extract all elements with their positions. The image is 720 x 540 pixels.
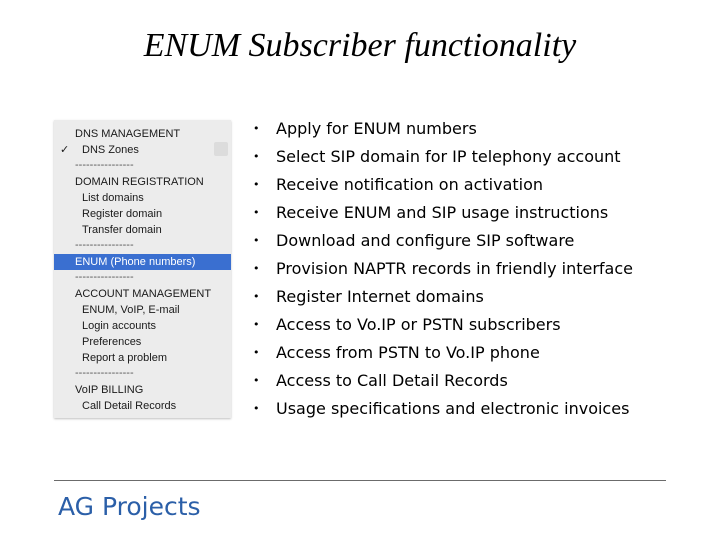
menu-item-enum-voip-email[interactable]: ENUM, VoIP, E-mail: [82, 304, 180, 316]
bullet-icon: •: [253, 206, 260, 219]
feature-text: Access to Call Detail Records: [276, 371, 508, 390]
feature-text: Usage specifications and electronic invoices: [276, 399, 630, 418]
feature-text: Select SIP domain for IP telephony account: [276, 147, 621, 166]
feature-item: [253, 340, 633, 368]
menu-item-dns-zones[interactable]: [54, 142, 231, 158]
feature-text: Receive ENUM and SIP usage instructions: [276, 203, 609, 222]
feature-text: Apply for ENUM numbers: [276, 119, 477, 138]
menu-item-enum-phone-numbers[interactable]: ENUM (Phone numbers): [54, 254, 231, 270]
feature-list: [253, 116, 633, 424]
slide-title: ENUM Subscriber functionality: [143, 27, 577, 64]
menu-item-login-accounts[interactable]: Login accounts: [82, 320, 156, 332]
menu-item-list-domains[interactable]: List domains: [82, 192, 144, 204]
menu-header-dns-management[interactable]: DNS MANAGEMENT: [75, 128, 181, 140]
feature-text: Receive notification on activation: [276, 175, 544, 194]
feature-text: Register Internet domains: [276, 287, 484, 306]
menu-separator: ----------------: [75, 367, 134, 379]
menu-header-domain-registration[interactable]: DOMAIN REGISTRATION: [75, 176, 204, 188]
menu-item-register-domain[interactable]: Register domain: [82, 208, 163, 220]
menu-separator: ----------------: [75, 239, 134, 251]
feature-item: [253, 396, 633, 424]
feature-text: Access to Vo.IP or PSTN subscribers: [276, 315, 561, 334]
bullet-icon: •: [253, 374, 260, 387]
bullet-icon: •: [253, 402, 260, 415]
feature-item: [253, 312, 633, 340]
menu-header-voip-billing[interactable]: VoIP BILLING: [75, 384, 144, 396]
bullet-icon: •: [253, 346, 260, 359]
company-logo: AG Projects: [58, 492, 201, 521]
feature-text: Download and configure SIP software: [276, 231, 575, 250]
bullet-icon: •: [253, 262, 260, 275]
menu-item-call-detail-records[interactable]: Call Detail Records: [82, 400, 177, 412]
menu-header-account-management[interactable]: ACCOUNT MANAGEMENT: [75, 288, 212, 300]
feature-item: [253, 116, 633, 144]
feature-item: [253, 144, 633, 172]
feature-item: [253, 172, 633, 200]
menu-separator: ----------------: [75, 159, 134, 171]
bullet-icon: •: [253, 178, 260, 191]
feature-item: [253, 256, 633, 284]
bullet-icon: •: [253, 318, 260, 331]
bullet-icon: •: [253, 234, 260, 247]
feature-text: Provision NAPTR records in friendly interface: [276, 259, 633, 278]
menu-item-preferences[interactable]: Preferences: [82, 336, 142, 348]
bullet-icon: •: [253, 290, 260, 303]
bullet-icon: •: [253, 122, 260, 135]
feature-item: [253, 368, 633, 396]
footer-divider: [54, 480, 666, 481]
menu-separator: ----------------: [75, 271, 134, 283]
check-mark-icon: ✓: [60, 144, 70, 156]
navigation-menu-screenshot: [54, 120, 231, 418]
feature-text: Access from PSTN to Vo.IP phone: [276, 343, 540, 362]
feature-item: [253, 200, 633, 228]
menu-item-report-a-problem[interactable]: Report a problem: [82, 352, 167, 364]
bullet-icon: •: [253, 150, 260, 163]
feature-item: [253, 284, 633, 312]
menu-item-label: DNS Zones: [82, 144, 139, 156]
menu-item-transfer-domain[interactable]: Transfer domain: [82, 224, 162, 236]
feature-item: [253, 228, 633, 256]
